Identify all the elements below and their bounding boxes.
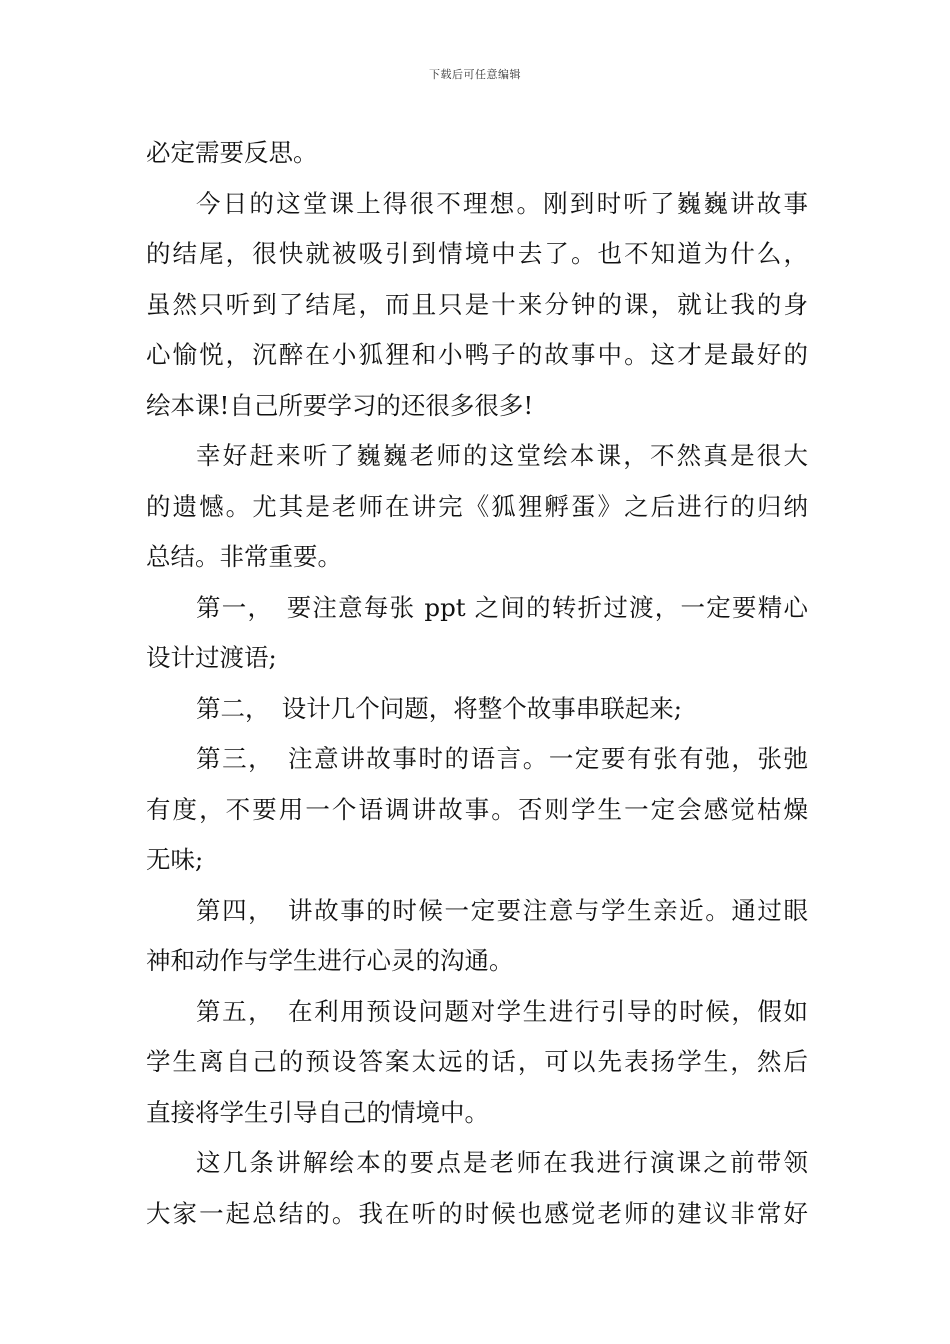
text-line: 绘本课!自己所要学习的还很多很多! bbox=[146, 390, 534, 420]
text-line: 第四， 讲故事的时候一定要注意与学生亲近。通过眼 bbox=[196, 895, 808, 925]
text-line: 总结。非常重要。 bbox=[146, 542, 342, 571]
text-line: 这几条讲解绘本的要点是老师在我进行演课之前带领 bbox=[196, 1148, 808, 1177]
text-line: 设计过渡语; bbox=[146, 643, 277, 672]
text-line: 神和动作与学生进行心灵的沟通。 bbox=[146, 946, 514, 975]
document-body bbox=[146, 128, 808, 1239]
text-line: 的遗憾。尤其是老师在讲完《狐狸孵蛋》之后进行的归纳 bbox=[146, 491, 808, 521]
text-line: 心愉悦，沉醉在小狐狸和小鸭子的故事中。这才是最好的 bbox=[146, 340, 808, 369]
text-line: 必定需要反思。 bbox=[146, 138, 318, 167]
text-line: 有度，不要用一个语调讲故事。否则学生一定会感觉枯燥 bbox=[146, 794, 808, 824]
text-line: 无味; bbox=[146, 845, 204, 874]
text-line: 今日的这堂课上得很不理想。刚到时听了巍巍讲故事 bbox=[196, 188, 808, 218]
text-line: 学生离自己的预设答案太远的话，可以先表扬学生，然后 bbox=[146, 1047, 808, 1076]
text-line: 第一， 要注意每张 ppt 之间的转折过渡，一定要精心 bbox=[196, 592, 808, 622]
text-line: 第五， 在利用预设问题对学生进行引导的时候，假如 bbox=[196, 996, 808, 1026]
page-header-note: 下载后可任意编辑 bbox=[429, 68, 521, 81]
text-line: 幸好赶来听了巍巍老师的这堂绘本课，不然真是很大 bbox=[196, 441, 808, 470]
text-line: 大家一起总结的。我在听的时候也感觉老师的建议非常好 bbox=[146, 1198, 808, 1228]
text-line: 虽然只听到了结尾，而且只是十来分钟的课，就让我的身 bbox=[146, 289, 808, 319]
text-line: 的结尾，很快就被吸引到情境中去了。也不知道为什么， bbox=[146, 239, 808, 268]
text-line: 第二， 设计几个问题，将整个故事串联起来; bbox=[196, 693, 683, 723]
text-line: 第三， 注意讲故事时的语言。一定要有张有弛，张弛 bbox=[196, 744, 808, 773]
text-line: 直接将学生引导自己的情境中。 bbox=[146, 1097, 489, 1127]
